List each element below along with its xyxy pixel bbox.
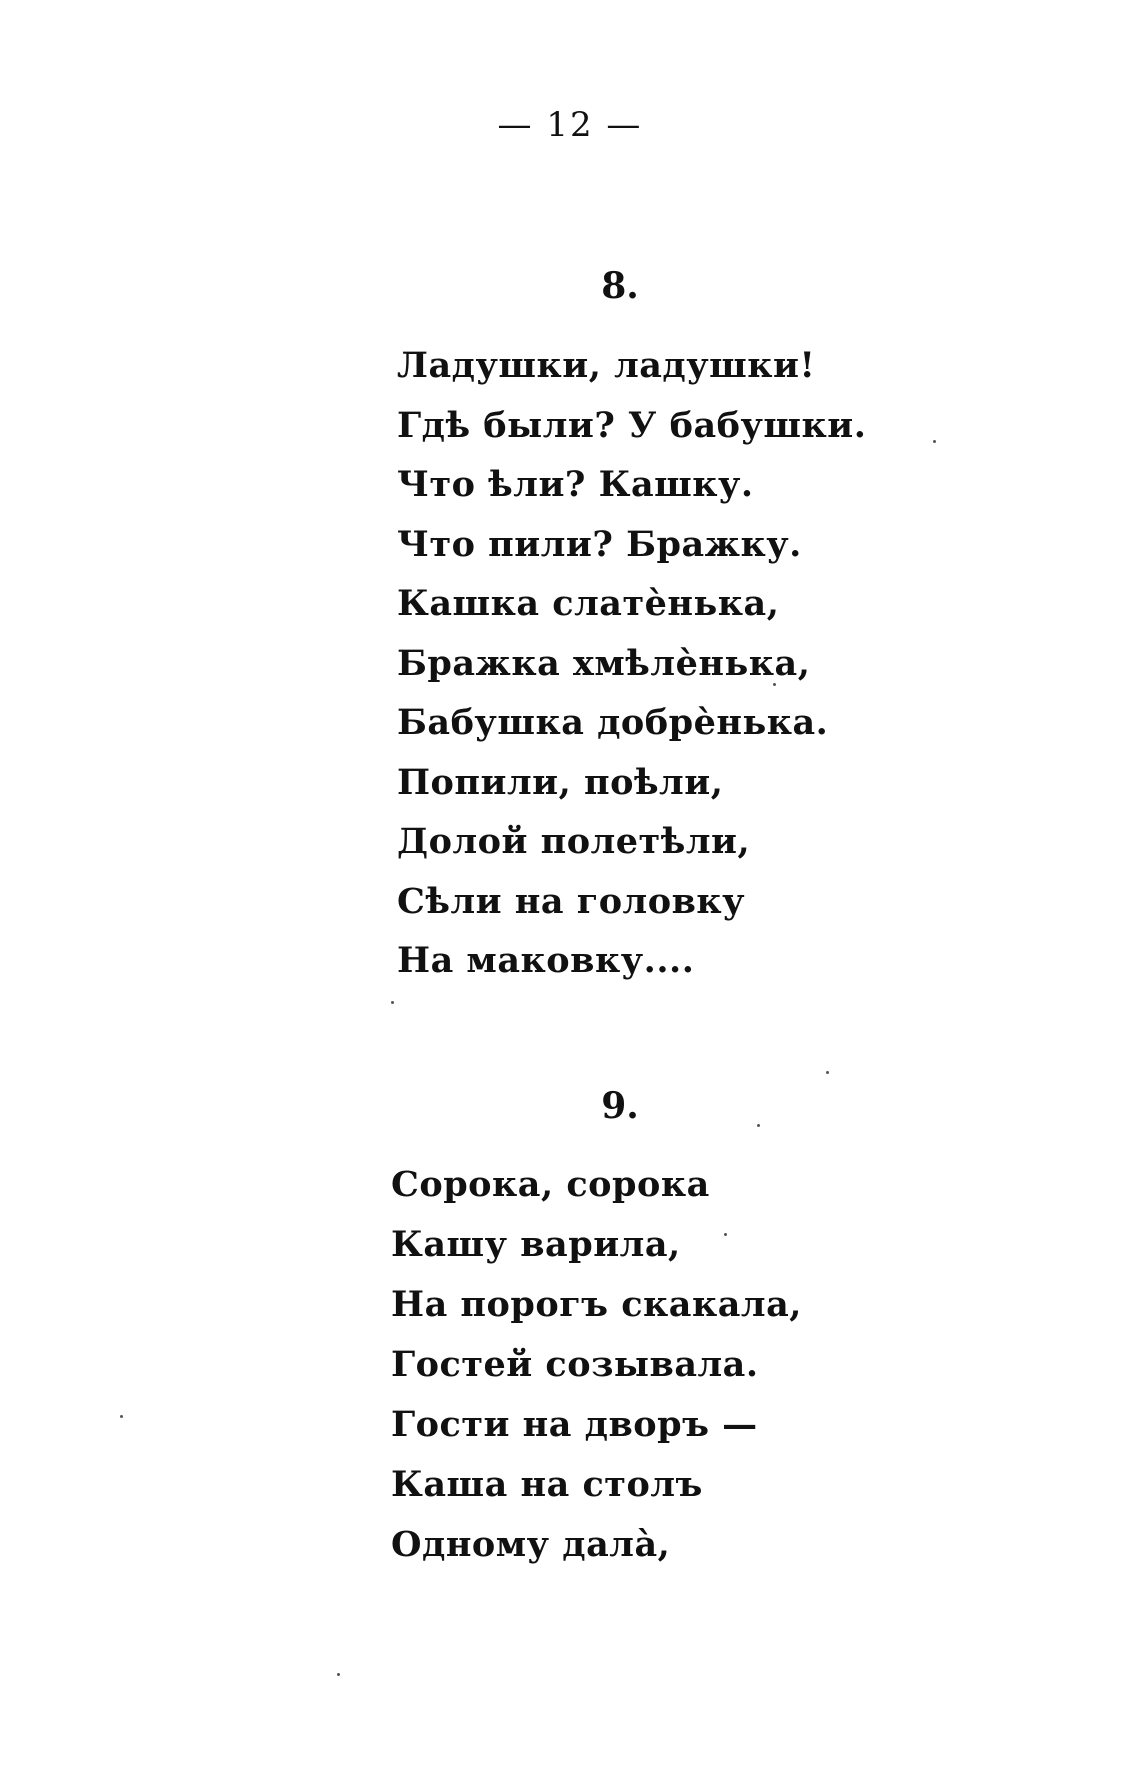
poem-line: Сорока, сорока xyxy=(391,1164,710,1205)
poem-9-stanza xyxy=(391,1155,802,1575)
poem-line: Бражка хмѣлѐнька, xyxy=(397,642,811,684)
scan-speck xyxy=(120,1415,123,1418)
poem-line: Бабушка добрѐнька. xyxy=(397,702,829,743)
poem-line: На порогъ скакала, xyxy=(391,1284,802,1325)
poem-line: Одному дала̀, xyxy=(391,1524,671,1565)
scan-speck xyxy=(826,1071,829,1074)
poem-line: На маковку.... xyxy=(397,940,695,981)
poem-line: Долой полетѣли, xyxy=(397,821,751,862)
poem-line: Сѣли на головку xyxy=(397,880,746,922)
poem-line: Кашу варила, xyxy=(391,1224,681,1265)
scan-speck xyxy=(773,683,776,686)
poem-line: Гдѣ были? У бабушки. xyxy=(397,404,867,446)
scan-speck xyxy=(724,1233,727,1236)
scan-speck xyxy=(757,1124,760,1127)
poem-line: Каша на столъ xyxy=(391,1464,703,1505)
scan-speck xyxy=(391,1001,394,1004)
poem-line: Гостей созывала. xyxy=(391,1344,759,1385)
poem-number: 9. xyxy=(601,1085,639,1127)
poem-line: Гости на дворъ — xyxy=(391,1404,758,1445)
scan-speck xyxy=(933,440,936,443)
scan-speck xyxy=(337,1673,340,1676)
poem-line: Что ѣли? Кашку. xyxy=(397,464,754,505)
poem-line: Попили, поѣли, xyxy=(397,761,724,803)
poem-line: Что пили? Бражку. xyxy=(397,523,802,565)
page-number: — 12 — xyxy=(497,105,643,145)
poem-number: 8. xyxy=(601,265,639,307)
poem-8-stanza xyxy=(397,336,866,991)
poem-line: Кашка слатѐнька, xyxy=(397,583,780,624)
poem-line: Ладушки, ладушки! xyxy=(397,345,816,386)
